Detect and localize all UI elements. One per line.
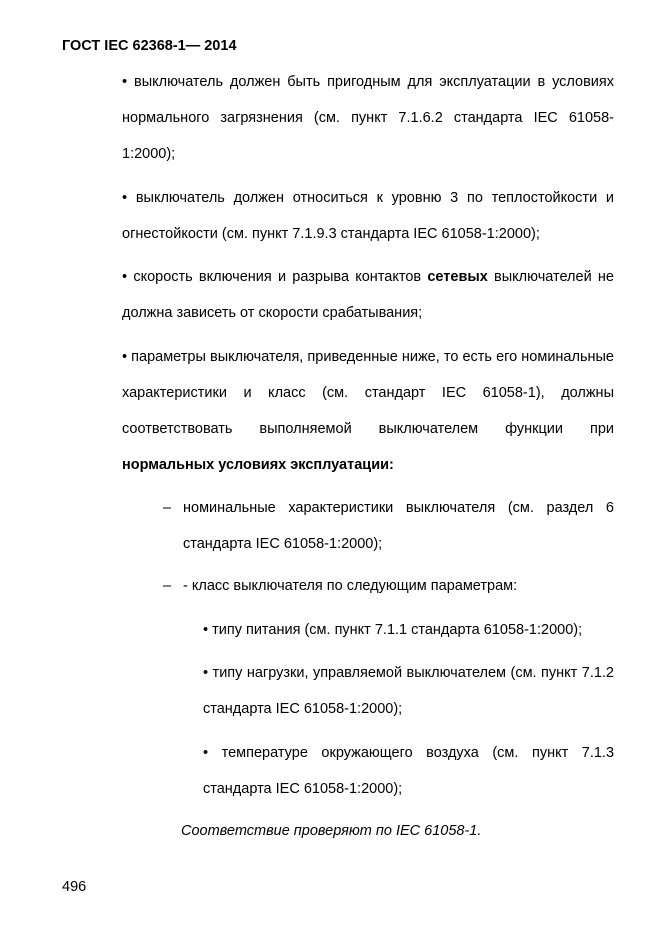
list-item-text: параметры выключателя, приведенные ниже, то есть его номинальные характеристики и класс (см. стандарт IEC 61058-1), должны соответствовать выполняемой выключателем функции при	[122, 349, 614, 437]
page-number: 496	[62, 879, 87, 895]
list-item-text: выключателей не должна зависеть от скорости срабатывания;	[122, 269, 614, 321]
sub-item-2: - класс выключателя по следующим параметрам:	[183, 578, 518, 594]
dash-icon: –	[163, 578, 172, 594]
list-item-4	[122, 339, 614, 483]
bullet-icon: •	[203, 745, 209, 761]
sub-sub-item-text: типу нагрузки, управляемой выключателем (см. пункт 7.1.2 стандарта IEC 61058-1:2000);	[203, 665, 615, 717]
dash-icon: –	[163, 500, 172, 516]
list-item-bold-text: нормальных условиях эксплуатации:	[122, 457, 394, 473]
bullet-icon: •	[122, 74, 128, 90]
sub-item-1: номинальные характеристики выключателя (см. раздел 6 стандарта IEC 61058-1:2000);	[183, 500, 614, 552]
list-item-text: выключатель должен быть пригодным для эксплуатации в условиях нормального загрязнения (см. пункт 7.1.6.2 стандарта IEC 61058-1:2000);	[122, 74, 614, 162]
list-item-text: выключатель должен относиться к уровню 3 по теплостойкости и огнестойкости (см. пункт 7.1.9.3 стандарта IEC 61058-1:2000);	[122, 190, 614, 242]
compliance-note: Соответствие проверяют по IEC 61058-1.	[181, 823, 482, 839]
list-item-bold-text: сетевых	[427, 269, 488, 285]
bullet-icon: •	[122, 349, 128, 365]
sub-sub-item-text: типу питания (см. пункт 7.1.1 стандарта 61058-1:2000);	[212, 622, 583, 638]
bullet-icon: •	[203, 622, 209, 638]
bullet-icon: •	[122, 269, 128, 285]
list-item-2	[122, 180, 614, 252]
sub-sub-item-1	[203, 612, 621, 648]
sub-sub-item-2	[203, 655, 614, 727]
document-header: ГОСТ IEC 62368-1— 2014	[62, 38, 237, 54]
list-item-text: скорость включения и разрыва контактов	[133, 269, 422, 285]
sub-sub-item-text: температуре окружающего воздуха (см. пункт 7.1.3 стандарта IEC 61058-1:2000);	[203, 745, 615, 797]
bullet-icon: •	[122, 190, 128, 206]
list-item-1	[122, 64, 614, 172]
bullet-icon: •	[203, 665, 209, 681]
list-item-3	[122, 259, 614, 331]
sub-sub-item-3	[203, 735, 614, 807]
